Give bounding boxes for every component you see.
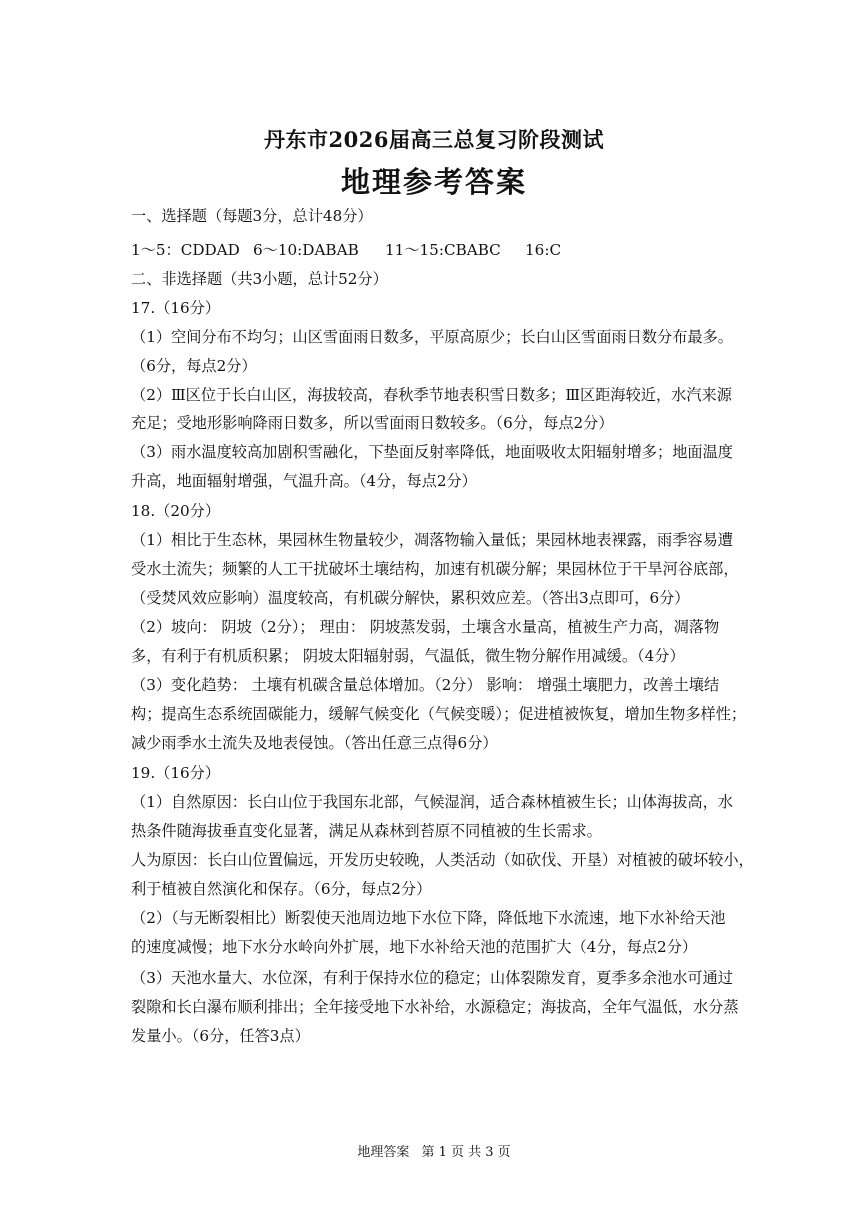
answer-line: （1）相比于生态林，果园林生物量较少，凋落物输入量低；果园林地表裸露，雨季容易遭 <box>131 531 733 549</box>
answer-line: （3）雨水温度较高加剧积雪融化，下垫面反射率降低，地面吸收太阳辐射增多；地面温度 <box>131 443 733 461</box>
answer-line: （受焚风效应影响）温度较高，有机碳分解快，累积效应差。（答出3点即可，6分） <box>131 589 690 607</box>
answer-line: （2）（与无断裂相比）断裂使天池周边地下水位下降，降低地下水流速，地下水补给天池 <box>131 909 726 927</box>
answer-line: （2）Ⅲ区位于长白山区，海拔较高，春秋季节地表积雪日数多；Ⅲ区距海较近，水汽来源 <box>131 386 732 404</box>
footer-doc-name: 地理答案 <box>357 1145 410 1160</box>
answers-11-15: 11～15:CBABC <box>385 241 501 259</box>
answer-line: 减少雨季水土流失及地表侵蚀。（答出任意三点得6分） <box>131 734 498 752</box>
answer-line: （3）天池水量大、水位深，有利于保持水位的稳定；山体裂隙发育，夏季多余池水可通过 <box>131 969 733 987</box>
answer-line: （1）空间分布不均匀；山区雪面雨日数多，平原高原少；长白山区雪面雨日数分布最多。 <box>131 328 733 346</box>
answer-line: 升高，地面辐射增强，气温升高。（4分，每点2分） <box>131 472 477 490</box>
answer-line: 多，有利于有机质积累； 阴坡太阳辐射弱，气温低，微生物分解作用减缓。（4分） <box>131 647 685 665</box>
answer-line: 充足；受地形影响降雨日数多，所以雪面雨日数较多。（6分，每点2分） <box>131 414 614 432</box>
answers-6-10: 6～10:DABAB <box>253 241 359 259</box>
answer-line: 发量小。（6分，任答3点） <box>131 1027 310 1045</box>
section-choice-heading: 一、选择题（每题3分，总计48分） <box>131 207 373 225</box>
answer-line: （2）坡向： 阴坡（2分）； 理由： 阴坡蒸发弱，土壤含水量高，植被生产力高，凋落物 <box>131 618 720 636</box>
answer-line: （1）自然原因：长白山位于我国东北部，气候湿润，适合森林植被生长；山体海拔高，水 <box>131 793 733 811</box>
footer-page-number: 第 1 页 共 3 页 <box>421 1145 511 1160</box>
answer-line: 热条件随海拔垂直变化显著，满足从森林到苔原不同植被的生长需求。 <box>131 822 602 840</box>
answer-line: （3）变化趋势： 土壤有机碳含量总体增加。（2分） 影响： 增强土壤肥力，改善土壤结 <box>131 676 720 694</box>
answer-line: 受水土流失；频繁的人工干扰破坏土壤结构，加速有机碳分解；果园林位于干旱河谷底部， <box>131 560 739 578</box>
answer-line: 人为原因：长白山位置偏远，开发历史较晚，人类活动（如砍伐、开垦）对植被的破坏较小， <box>131 851 754 869</box>
question-18-heading: 18.（20分） <box>131 502 221 520</box>
page-footer <box>0 1141 868 1160</box>
section-nonchoice-heading: 二、非选择题（共3小题，总计52分） <box>131 270 388 288</box>
answer-line: 的速度减慢；地下水分水岭向外扩展，地下水补给天池的范围扩大（4分，每点2分） <box>131 938 698 956</box>
answer-key-title: 地理参考答案 <box>340 165 527 199</box>
answer-line: （6分，每点2分） <box>131 357 257 375</box>
answers-1-5: 1～5：CDDAD <box>131 241 240 259</box>
question-17-heading: 17.（16分） <box>131 299 221 317</box>
choice-answers-row <box>131 240 743 260</box>
question-19-heading: 19.（16分） <box>131 764 221 782</box>
answer-line: 利于植被自然演化和保存。（6分，每点2分） <box>131 880 432 898</box>
answers-16: 16:C <box>525 241 562 259</box>
answer-line: 裂隙和长白瀑布顺利排出；全年接受地下水补给，水源稳定；海拔高，全年气温低，水分蒸 <box>131 998 739 1016</box>
answer-line: 构；提高生态系统固碳能力，缓解气候变化（气候变暖）；促进植被恢复，增加生物多样性； <box>131 705 747 723</box>
exam-title: 丹东市2026届高三总复习阶段测试 <box>264 127 604 152</box>
